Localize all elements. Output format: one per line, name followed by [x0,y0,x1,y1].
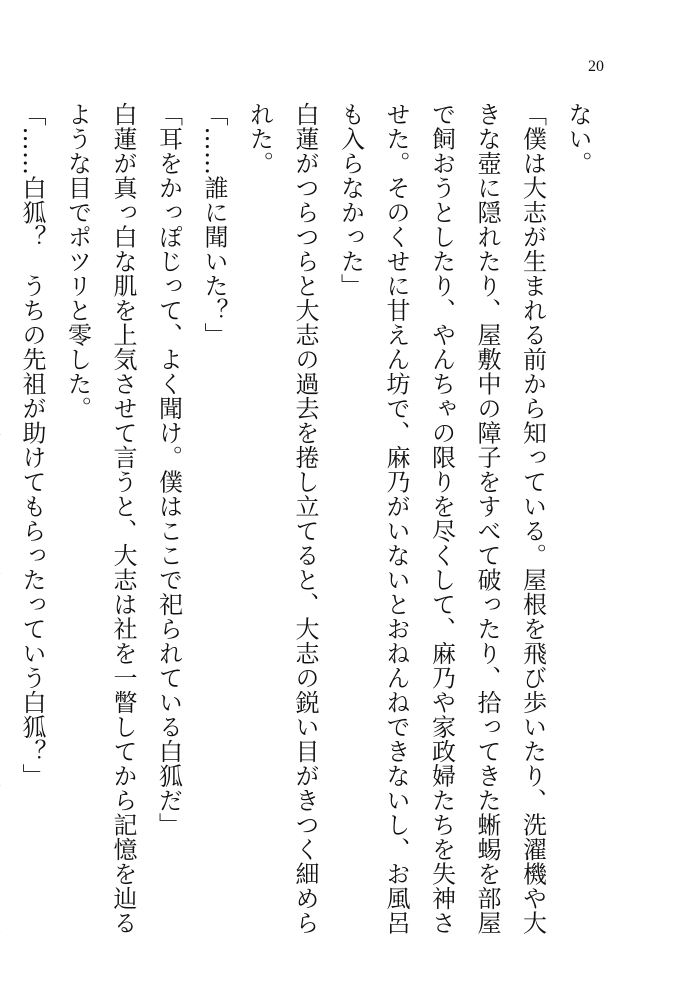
paragraph-2: 「僕は大志が生まれる前から知っている。屋根を飛び歩いたり、洗濯機や大きな壺に隠れたり、屋敷中の障子をすべて破ったり、拾ってきた蜥蜴を部屋で飼おうとしたり、やんちゃの限りを尽くして、麻乃や家政婦たちを失神させた。そのくせに甘えん坊で、麻乃がいないとおねんねできないし、お風呂も入らなかった」 [336,102,547,935]
body-text [18,102,600,952]
page-number: 20 [588,58,604,75]
paragraph-6: 白蓮が真っ白な肌を上気させて言うと、大志は社を一瞥してから記憶を辿るような目でポツリと零した。 [63,102,137,935]
paragraph-3: 白蓮がつらつらと大志の過去を捲し立てると、大志の鋭い目がきつく細められた。 [245,102,319,935]
paragraph-1: ない。 [564,102,592,176]
paragraph-5: 「耳をかっぽじって、よく聞け。僕はここで祀られている白狐だ」 [154,102,183,837]
paragraph-8 [0,102,9,952]
paragraph-4: 「……誰に聞いた？」 [200,102,228,347]
paragraph-7: 「……白狐？ うちの先祖が助けてもらったっていう白狐？」 [18,102,46,788]
